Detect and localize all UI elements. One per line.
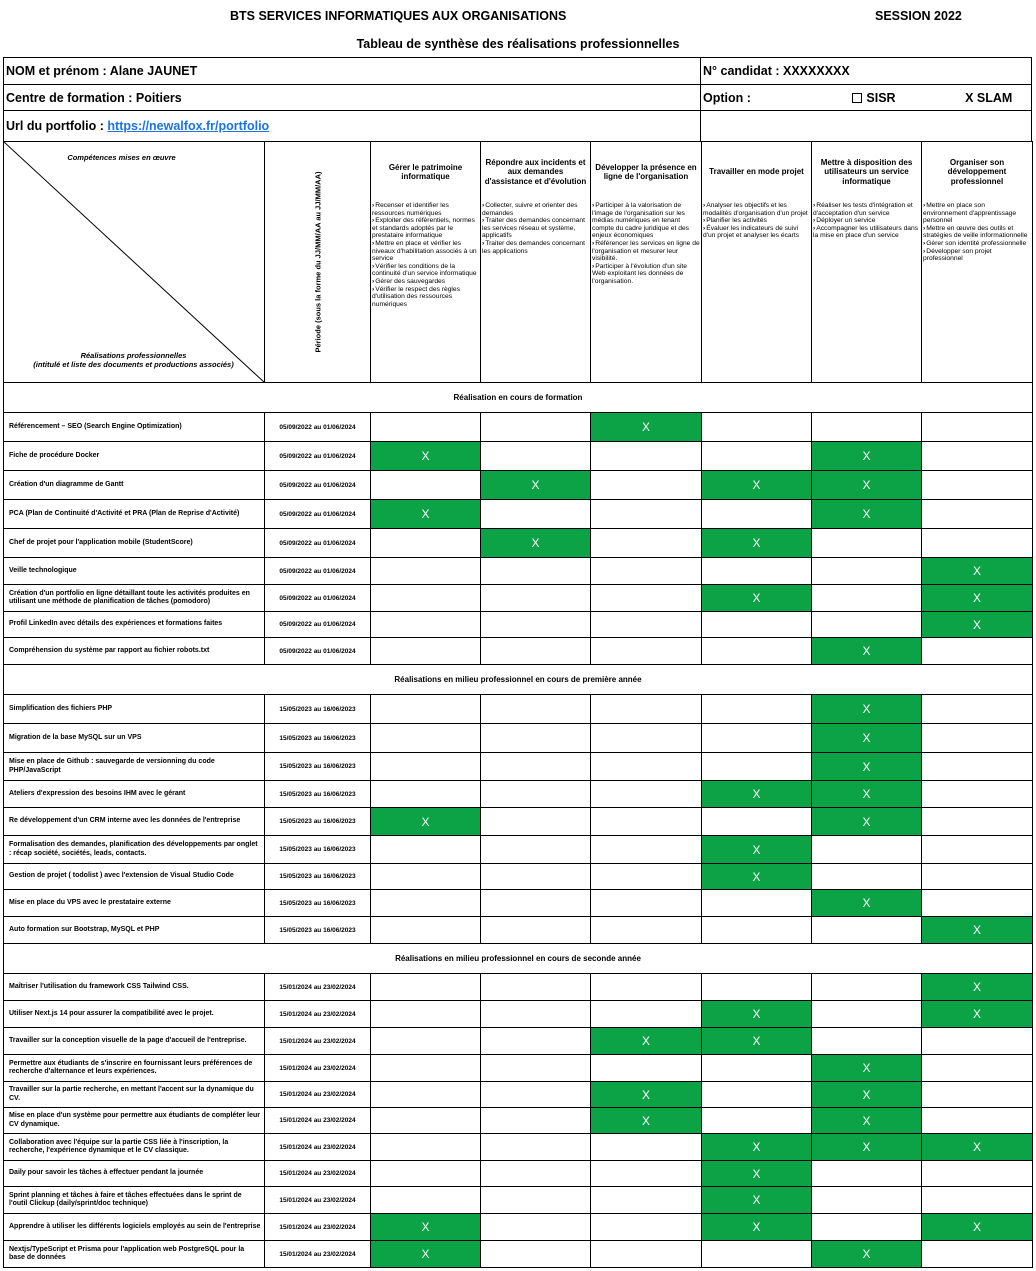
competence-mark-6: X [922, 1134, 1033, 1161]
table-row [4, 781, 1033, 808]
competence-mark-3: X [591, 413, 702, 442]
option-slam: X SLAM [965, 90, 1013, 105]
competence-cell-6 [922, 638, 1033, 665]
realisation-label: Compréhension du système par rapport au fichier robots.txt [4, 638, 265, 665]
competence-header-1: Gérer le patrimoine informatique › Recenser et identifier les ressources numériques › Exploiter des référentiels, normes et standards adoptés par le prestataire informatique › Mettre en place et vérifier les niveaux d'habilitation associés à un service › Vérifier les conditions de la continuité d'un service informatique › Gérer des sauvegardes › Vérifier le respect des règles d'utilisation des ressources numériques [371, 142, 481, 383]
competence-cell-3 [591, 1134, 702, 1161]
competence-cell-3 [591, 1161, 702, 1187]
competence-cell-3 [591, 500, 702, 529]
period-cell: 05/09/2022 au 01/06/2024 [265, 500, 371, 529]
competence-cell-1 [371, 612, 481, 638]
competence-cell-3 [591, 1241, 702, 1268]
competence-cell-2 [481, 413, 591, 442]
competence-header-5: Mettre à disposition des utilisateurs un service informatique › Réaliser les tests d'intégration et d'acceptation d'un service › Déployer un service › Accompagner les utilisateurs dans la mise en place d'un service [812, 142, 922, 383]
candidate-name: NOM et prénom : Alane JAUNET [4, 58, 701, 85]
competence-cell-5 [812, 529, 922, 558]
competence-cell-3 [591, 442, 702, 471]
competence-mark-4: X [702, 1028, 812, 1055]
competence-cell-3 [591, 612, 702, 638]
competence-cell-6 [922, 1187, 1033, 1214]
training-center: Centre de formation : Poitiers [4, 85, 701, 111]
competence-header-3: Développer la présence en ligne de l'organisation › Participer à la valorisation de l'image de l'organisation sur les médias numériques en tenant compte du cadre juridique et des enjeux économiques › Référencer les services en ligne de l'organisation et mesurer leur visibilité. › Participer à l'évolution d'un site Web exploitant les données de l'organisation. [591, 142, 702, 383]
competence-mark-5: X [812, 1082, 922, 1108]
table-row [4, 695, 1033, 724]
realisations-caption: Réalisations professionnelles (intitulé et liste des documents et productions associés) [33, 351, 234, 369]
table-row [4, 442, 1033, 471]
period-cell: 05/09/2022 au 01/06/2024 [265, 612, 371, 638]
competence-mark-6: X [922, 1001, 1033, 1028]
realisation-label: Veille technologique [4, 558, 265, 585]
competence-mark-5: X [812, 753, 922, 781]
competence-cell-2 [481, 890, 591, 917]
competence-cell-2 [481, 781, 591, 808]
competence-cell-2 [481, 638, 591, 665]
competence-cell-1 [371, 753, 481, 781]
competence-cell-4 [702, 724, 812, 753]
competence-cell-2 [481, 1134, 591, 1161]
competence-cell-5 [812, 413, 922, 442]
table-row [4, 585, 1033, 612]
realisation-label: Apprendre à utiliser les différents logiciels employés au sein de l'entreprise [4, 1214, 265, 1241]
competence-cell-5 [812, 1187, 922, 1214]
option-sisr[interactable]: SISR [852, 91, 895, 105]
competence-cell-6 [922, 724, 1033, 753]
competence-cell-2 [481, 917, 591, 944]
achievements-table [3, 141, 1033, 1268]
competence-mark-5: X [812, 500, 922, 529]
realisation-label: Maîtriser l'utilisation du framework CSS Tailwind CSS. [4, 974, 265, 1001]
competence-cell-1 [371, 1134, 481, 1161]
competence-cell-4 [702, 753, 812, 781]
period-header: Période (sous la forme du JJ/MM/AA au JJ/MM/AA) [265, 142, 371, 383]
competence-cell-1 [371, 1161, 481, 1187]
competence-cell-4 [702, 558, 812, 585]
table-row [4, 836, 1033, 864]
competence-cell-3 [591, 724, 702, 753]
competence-mark-4: X [702, 471, 812, 500]
competence-mark-4: X [702, 529, 812, 558]
competence-cell-6 [922, 471, 1033, 500]
period-cell: 15/05/2023 au 16/06/2023 [265, 808, 371, 836]
table-row [4, 558, 1033, 585]
realisation-label: Référencement – SEO (Search Engine Optimization) [4, 413, 265, 442]
table-row [4, 753, 1033, 781]
competence-cell-2 [481, 695, 591, 724]
competence-mark-6: X [922, 1214, 1033, 1241]
period-cell: 15/05/2023 au 16/06/2023 [265, 890, 371, 917]
competence-mark-5: X [812, 442, 922, 471]
competence-cell-3 [591, 1001, 702, 1028]
period-cell: 05/09/2022 au 01/06/2024 [265, 585, 371, 612]
competence-cell-5 [812, 1214, 922, 1241]
competence-mark-5: X [812, 471, 922, 500]
table-row [4, 1108, 1033, 1134]
competence-cell-4 [702, 1241, 812, 1268]
competence-cell-3 [591, 753, 702, 781]
competence-mark-6: X [922, 917, 1033, 944]
competence-cell-2 [481, 442, 591, 471]
table-row [4, 1161, 1033, 1187]
period-cell: 15/01/2024 au 23/02/2024 [265, 1161, 371, 1187]
competence-cell-4 [702, 1055, 812, 1082]
portfolio-cell [4, 111, 701, 142]
section-row [4, 383, 1033, 413]
competence-cell-6 [922, 695, 1033, 724]
competence-mark-6: X [922, 612, 1033, 638]
table-row [4, 638, 1033, 665]
competence-cell-3 [591, 638, 702, 665]
competence-cell-2 [481, 1214, 591, 1241]
competence-cell-6 [922, 890, 1033, 917]
competence-mark-4: X [702, 864, 812, 890]
competence-mark-5: X [812, 1055, 922, 1082]
realisation-label: Simplification des fichiers PHP [4, 695, 265, 724]
period-cell: 05/09/2022 au 01/06/2024 [265, 471, 371, 500]
competence-cell-5 [812, 917, 922, 944]
competence-cell-2 [481, 864, 591, 890]
competence-cell-3 [591, 558, 702, 585]
period-cell: 15/01/2024 au 23/02/2024 [265, 1082, 371, 1108]
competence-cell-3 [591, 864, 702, 890]
competence-mark-5: X [812, 1108, 922, 1134]
competence-mark-4: X [702, 1214, 812, 1241]
competence-cell-1 [371, 413, 481, 442]
competence-cell-1 [371, 974, 481, 1001]
competence-mark-6: X [922, 974, 1033, 1001]
competence-cell-1 [371, 781, 481, 808]
competence-cell-3 [591, 974, 702, 1001]
competence-cell-5 [812, 1001, 922, 1028]
period-cell: 15/01/2024 au 23/02/2024 [265, 1028, 371, 1055]
realisation-label: Profil LinkedIn avec détails des expériences et formations faites [4, 612, 265, 638]
period-cell: 15/01/2024 au 23/02/2024 [265, 1241, 371, 1268]
competence-mark-3: X [591, 1108, 702, 1134]
competence-cell-3 [591, 695, 702, 724]
realisation-label: Daily pour savoir les tâches à effectuer pendant la journée [4, 1161, 265, 1187]
table-row [4, 612, 1033, 638]
realisation-label: Nextjs/TypeScript et Prisma pour l'application web PostgreSQL pour la base de données [4, 1241, 265, 1268]
competence-mark-5: X [812, 808, 922, 836]
competence-cell-1 [371, 1001, 481, 1028]
period-cell: 05/09/2022 au 01/06/2024 [265, 442, 371, 471]
competence-mark-6: X [922, 585, 1033, 612]
competence-cell-6 [922, 500, 1033, 529]
realisation-label: Fiche de procédure Docker [4, 442, 265, 471]
competence-cell-6 [922, 781, 1033, 808]
period-cell: 15/05/2023 au 16/06/2023 [265, 695, 371, 724]
competence-cell-1 [371, 890, 481, 917]
competence-mark-3: X [591, 1082, 702, 1108]
table-row [4, 1028, 1033, 1055]
table-row [4, 808, 1033, 836]
competence-cell-2 [481, 612, 591, 638]
competence-cell-1 [371, 695, 481, 724]
realisation-label: Collaboration avec l'équipe sur la partie CSS liée à l'inscription, la recherche, l'expérience dynamique et le CV classique. [4, 1134, 265, 1161]
realisation-label: Travailler sur la conception visuelle de la page d'accueil de l'entreprise. [4, 1028, 265, 1055]
competence-mark-4: X [702, 585, 812, 612]
page-subtitle: Tableau de synthèse des réalisations professionnelles [356, 37, 680, 51]
competence-mark-4: X [702, 1187, 812, 1214]
table-row [4, 1001, 1033, 1028]
competence-cell-1 [371, 529, 481, 558]
diagonal-line [4, 142, 265, 383]
competence-mark-2: X [481, 529, 591, 558]
period-cell: 05/09/2022 au 01/06/2024 [265, 413, 371, 442]
period-cell: 15/05/2023 au 16/06/2023 [265, 781, 371, 808]
period-cell: 15/01/2024 au 23/02/2024 [265, 974, 371, 1001]
competence-mark-2: X [481, 471, 591, 500]
table-row [4, 1187, 1033, 1214]
competence-cell-1 [371, 1187, 481, 1214]
competence-cell-5 [812, 864, 922, 890]
period-cell: 15/01/2024 au 23/02/2024 [265, 1134, 371, 1161]
realisation-label: Ateliers d'expression des besoins IHM avec le gérant [4, 781, 265, 808]
competence-cell-4 [702, 890, 812, 917]
competence-header-4: Travailler en mode projet › Analyser les objectifs et les modalités d'organisation d'un projet › Planifier les activités › Évaluer les indicateurs de suivi d'un projet et analyser les écarts [702, 142, 812, 383]
table-row [4, 1055, 1033, 1082]
competences-caption: Compétences mises en œuvre [67, 153, 176, 162]
table-row [4, 413, 1033, 442]
competence-mark-4: X [702, 1134, 812, 1161]
competence-cell-5 [812, 974, 922, 1001]
competence-cell-6 [922, 529, 1033, 558]
competence-cell-6 [922, 413, 1033, 442]
competence-cell-3 [591, 917, 702, 944]
realisation-label: PCA (Plan de Continuité d'Activité et PRA (Plan de Reprise d'Activité) [4, 500, 265, 529]
competence-cell-6 [922, 1108, 1033, 1134]
candidate-info-table [3, 57, 1032, 142]
competence-mark-1: X [371, 442, 481, 471]
realisation-label: Formalisation des demandes, planification des développements par onglet : récap société, sociétés, leads, contacts. [4, 836, 265, 864]
competence-cell-6 [922, 442, 1033, 471]
realisation-label: Auto formation sur Bootstrap, MySQL et PHP [4, 917, 265, 944]
competence-cell-2 [481, 1001, 591, 1028]
realisation-label: Migration de la base MySQL sur un VPS [4, 724, 265, 753]
competence-cell-2 [481, 1241, 591, 1268]
competence-cell-2 [481, 808, 591, 836]
period-cell: 15/05/2023 au 16/06/2023 [265, 864, 371, 890]
competence-cell-3 [591, 781, 702, 808]
competence-cell-4 [702, 638, 812, 665]
competence-cell-6 [922, 753, 1033, 781]
checkbox-icon[interactable] [852, 93, 862, 103]
competence-cell-3 [591, 890, 702, 917]
competence-cell-5 [812, 612, 922, 638]
competence-mark-3: X [591, 1028, 702, 1055]
period-cell: 15/05/2023 au 16/06/2023 [265, 753, 371, 781]
competence-cell-1 [371, 1028, 481, 1055]
competence-cell-1 [371, 638, 481, 665]
exam-title: BTS SERVICES INFORMATIQUES AUX ORGANISATIONS [230, 9, 567, 23]
table-row [4, 917, 1033, 944]
competence-mark-4: X [702, 836, 812, 864]
table-row [4, 529, 1033, 558]
realisation-label: Sprint planning et tâches à faire et tâches effectuées dans le sprint de l'outil Clickup (daily/sprint/doc technique) [4, 1187, 265, 1214]
competence-mark-5: X [812, 724, 922, 753]
competence-cell-3 [591, 808, 702, 836]
competence-cell-6 [922, 836, 1033, 864]
realisation-label: Création d'un diagramme de Gantt [4, 471, 265, 500]
competence-cell-3 [591, 1214, 702, 1241]
competence-cell-2 [481, 1028, 591, 1055]
realisation-label: Permettre aux étudiants de s'inscrire en fournissant leurs préférences de recherche d'alternance et leurs expériences. [4, 1055, 265, 1082]
competence-cell-1 [371, 585, 481, 612]
competence-mark-5: X [812, 890, 922, 917]
competence-cell-4 [702, 974, 812, 1001]
competence-cell-1 [371, 471, 481, 500]
competence-cell-4 [702, 500, 812, 529]
competence-mark-5: X [812, 1241, 922, 1268]
competence-cell-1 [371, 558, 481, 585]
table-row [4, 500, 1033, 529]
section-row [4, 665, 1033, 695]
competence-cell-1 [371, 1055, 481, 1082]
competence-cell-6 [922, 1082, 1033, 1108]
table-row [4, 1082, 1033, 1108]
table-corner [4, 142, 265, 383]
period-cell: 15/01/2024 au 23/02/2024 [265, 1055, 371, 1082]
competence-cell-4 [702, 1082, 812, 1108]
competence-cell-6 [922, 1055, 1033, 1082]
table-row [4, 724, 1033, 753]
table-row [4, 1134, 1033, 1161]
competence-cell-3 [591, 836, 702, 864]
competence-mark-5: X [812, 781, 922, 808]
realisation-label: Mise en place du VPS avec le prestataire externe [4, 890, 265, 917]
competence-cell-2 [481, 1082, 591, 1108]
competence-cell-5 [812, 558, 922, 585]
competence-cell-2 [481, 1187, 591, 1214]
competence-mark-1: X [371, 808, 481, 836]
competence-cell-3 [591, 529, 702, 558]
competence-cell-6 [922, 808, 1033, 836]
competence-header-6: Organiser son développement professionnel › Mettre en place son environnement d'apprentissage personnel › Mettre en œuvre des outils et stratégies de veille informationnelle › Gérer son identité professionnelle › Développer son projet professionnel [922, 142, 1033, 383]
competence-cell-2 [481, 558, 591, 585]
competence-cell-1 [371, 917, 481, 944]
competence-cell-2 [481, 974, 591, 1001]
period-cell: 15/01/2024 au 23/02/2024 [265, 1187, 371, 1214]
period-cell: 15/05/2023 au 16/06/2023 [265, 724, 371, 753]
competence-cell-4 [702, 442, 812, 471]
competence-cell-2 [481, 1055, 591, 1082]
competence-mark-4: X [702, 781, 812, 808]
competence-cell-4 [702, 1108, 812, 1134]
competence-cell-4 [702, 413, 812, 442]
period-cell: 15/05/2023 au 16/06/2023 [265, 836, 371, 864]
portfolio-link[interactable]: https://newalfox.fr/portfolio [107, 119, 270, 133]
competence-cell-3 [591, 585, 702, 612]
period-cell: 15/01/2024 au 23/02/2024 [265, 1214, 371, 1241]
realisation-label: Gestion de projet ( todolist ) avec l'extension de Visual Studio Code [4, 864, 265, 890]
competence-cell-3 [591, 1187, 702, 1214]
realisation-label: Re développement d'un CRM interne avec les données de l'entreprise [4, 808, 265, 836]
period-cell: 15/01/2024 au 23/02/2024 [265, 1108, 371, 1134]
section-title: Réalisation en cours de formation [4, 383, 1033, 413]
period-cell: 15/05/2023 au 16/06/2023 [265, 917, 371, 944]
competence-cell-6 [922, 1161, 1033, 1187]
period-cell: 15/01/2024 au 23/02/2024 [265, 1001, 371, 1028]
competence-cell-2 [481, 585, 591, 612]
competence-cell-3 [591, 471, 702, 500]
competence-cell-1 [371, 724, 481, 753]
competence-mark-4: X [702, 1001, 812, 1028]
competence-cell-1 [371, 864, 481, 890]
session-label: SESSION 2022 [875, 9, 962, 23]
period-cell: 05/09/2022 au 01/06/2024 [265, 638, 371, 665]
competence-mark-6: X [922, 558, 1033, 585]
competence-cell-3 [591, 1055, 702, 1082]
table-row [4, 471, 1033, 500]
section-row [4, 944, 1033, 974]
table-row [4, 890, 1033, 917]
competence-cell-4 [702, 917, 812, 944]
competence-mark-5: X [812, 638, 922, 665]
realisation-label: Travailler sur la partie recherche, en mettant l'accent sur la dynamique du CV. [4, 1082, 265, 1108]
period-cell: 05/09/2022 au 01/06/2024 [265, 529, 371, 558]
competence-cell-5 [812, 1161, 922, 1187]
competence-cell-5 [812, 1028, 922, 1055]
competence-cell-2 [481, 724, 591, 753]
table-row [4, 864, 1033, 890]
competence-cell-2 [481, 753, 591, 781]
competence-cell-4 [702, 612, 812, 638]
realisation-label: Mise en place de Github : sauvegarde de versionning du code PHP/JavaScript [4, 753, 265, 781]
competence-cell-1 [371, 1108, 481, 1134]
realisation-label: Chef de projet pour l'application mobile (StudentScore) [4, 529, 265, 558]
competence-cell-1 [371, 836, 481, 864]
competence-mark-1: X [371, 1241, 481, 1268]
competence-cell-5 [812, 836, 922, 864]
realisation-label: Utiliser Next.js 14 pour assurer la compatibilité avec le projet. [4, 1001, 265, 1028]
option-cell [701, 85, 1032, 111]
option-label: Option : [703, 90, 751, 105]
competence-cell-2 [481, 836, 591, 864]
competence-cell-4 [702, 695, 812, 724]
realisation-label: Mise en place d'un système pour permettre aux étudiants de compléter leur CV dynamique. [4, 1108, 265, 1134]
competence-cell-5 [812, 585, 922, 612]
competence-mark-5: X [812, 1134, 922, 1161]
competence-cell-2 [481, 1108, 591, 1134]
competence-cell-6 [922, 1028, 1033, 1055]
competence-mark-1: X [371, 500, 481, 529]
portfolio-label: Url du portfolio : [6, 119, 104, 133]
competence-cell-1 [371, 1082, 481, 1108]
competence-mark-5: X [812, 695, 922, 724]
competence-cell-2 [481, 500, 591, 529]
section-title: Réalisations en milieu professionnel en cours de première année [4, 665, 1033, 695]
competence-cell-6 [922, 864, 1033, 890]
realisation-label: Création d'un portfolio en ligne détaillant toute les activités produites en utilisant une méthode de planification de tâches (pomodoro) [4, 585, 265, 612]
competence-mark-4: X [702, 1161, 812, 1187]
competence-cell-6 [922, 1241, 1033, 1268]
competence-mark-1: X [371, 1214, 481, 1241]
competence-cell-2 [481, 1161, 591, 1187]
period-cell: 05/09/2022 au 01/06/2024 [265, 558, 371, 585]
candidate-number: N° candidat : XXXXXXXX [701, 58, 1032, 85]
competence-header-2: Répondre aux incidents et aux demandes d'assistance et d'évolution › Collecter, suivre et orienter des demandes › Traiter des demandes concernant les services réseau et système, applicatifs › Traiter des demandes concernant les applications [481, 142, 591, 383]
section-title: Réalisations en milieu professionnel en cours de seconde année [4, 944, 1033, 974]
competence-cell-4 [702, 808, 812, 836]
table-row [4, 974, 1033, 1001]
table-row [4, 1214, 1033, 1241]
table-row [4, 1241, 1033, 1268]
